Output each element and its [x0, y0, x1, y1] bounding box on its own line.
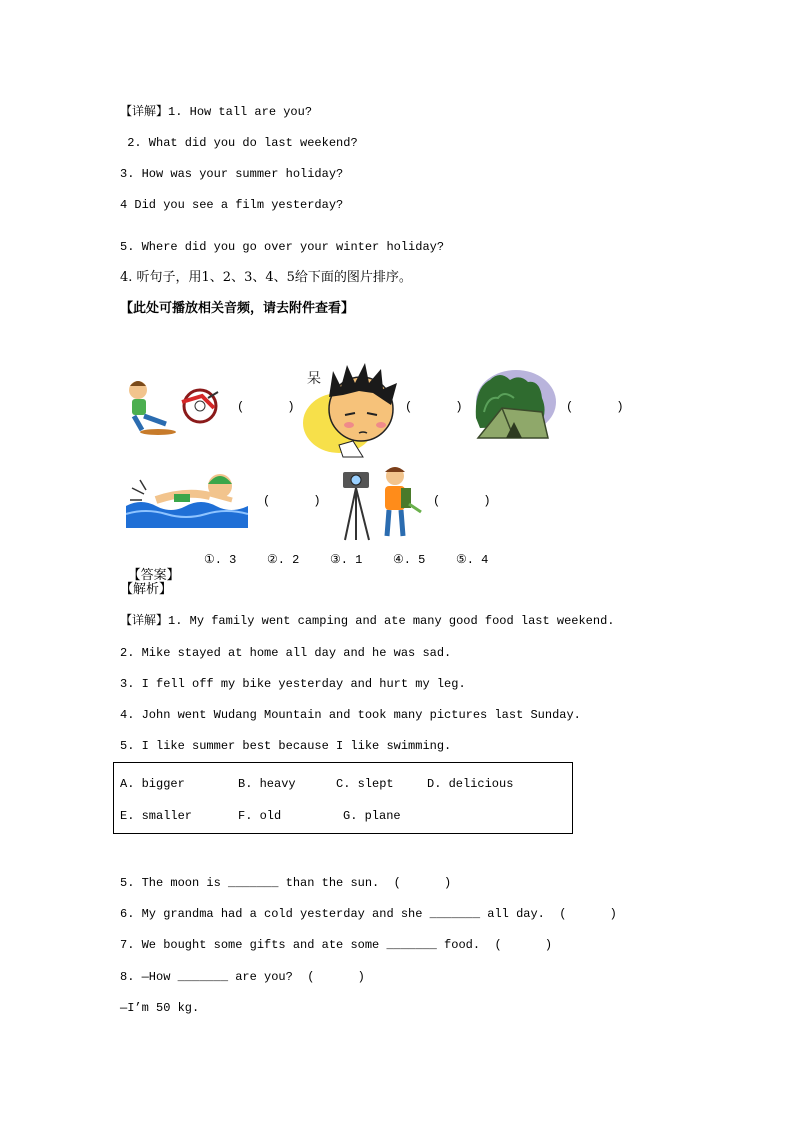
analysis-label: 【解析】: [120, 582, 173, 597]
detail-line-1: 【详解】1. How tall are you?: [120, 105, 313, 119]
word-box: [113, 762, 573, 834]
analysis-line-4: 4. John went Wudang Mountain and took many pictures last Sunday.: [120, 708, 581, 722]
exercise-7: 7. We bought some gifts and ate some _______ food. ( ): [120, 938, 553, 952]
detail-label: 【详解】: [120, 105, 169, 119]
analysis-line-5: 5. I like summer best because I like swimming.: [120, 739, 452, 753]
word-option-d: D. delicious: [427, 777, 514, 791]
detail-line-2: 2. What did you do last weekend?: [120, 136, 358, 150]
sad-boy-picture: [303, 361, 403, 462]
answer-item-5: ⑤. 4: [456, 553, 489, 567]
camera-tourist-picture: [337, 462, 423, 545]
picture-1-paren: ( ): [237, 400, 295, 414]
picture-2-paren: ( ): [405, 400, 463, 414]
detail-line-5: 5. Where did you go over your winter holiday?: [120, 240, 445, 254]
fell-off-bike-picture: [122, 372, 222, 443]
answer-label: 【答案】: [127, 568, 180, 583]
analysis-line-2: 2. Mike stayed at home all day and he was sad.: [120, 646, 452, 660]
tent-camping-picture: [470, 368, 556, 445]
answer-item-3: ③. 1: [330, 553, 363, 567]
exercise-6: 6. My grandma had a cold yesterday and she _______ all day. ( ): [120, 907, 617, 921]
word-option-c: C. slept: [336, 777, 394, 791]
analysis-line-1: 【详解】1. My family went camping and ate many good food last weekend.: [120, 614, 615, 628]
audio-note: 【此处可播放相关音频，请去附件查看】: [120, 301, 355, 316]
answer-item-1: ①. 3: [204, 553, 237, 567]
exercise-8-answer: —I’m 50 kg.: [120, 1001, 200, 1015]
svg-text:呆: 呆: [307, 371, 321, 387]
exercise-8: 8. —How _______ are you? ( ): [120, 970, 365, 984]
word-option-a: A. bigger: [120, 777, 185, 791]
answer-item-2: ②. 2: [267, 553, 300, 567]
word-option-f: F. old: [238, 809, 282, 823]
detail-line-3: 3. How was your summer holiday?: [120, 167, 344, 181]
answer-line: [120, 551, 180, 584]
word-option-b: B. heavy: [238, 777, 296, 791]
analysis-line-3: 3. I fell off my bike yesterday and hurt my leg.: [120, 677, 466, 691]
answer-item-4: ④. 5: [393, 553, 426, 567]
swimming-boy-picture: [126, 466, 248, 531]
picture-4-paren: ( ): [263, 494, 321, 508]
picture-3-paren: ( ): [566, 400, 624, 414]
analysis-detail-label: 【详解】: [120, 614, 169, 628]
word-option-e: E. smaller: [120, 809, 193, 823]
question-4-instruction: 4. 听句子，用1、2、3、4、5给下面的图片排序。: [120, 270, 412, 285]
word-option-g: G. plane: [343, 809, 401, 823]
exercise-5: 5. The moon is _______ than the sun. ( ): [120, 876, 452, 890]
picture-5-paren: ( ): [433, 494, 491, 508]
detail-line-4: 4 Did you see a film yesterday?: [120, 198, 344, 212]
